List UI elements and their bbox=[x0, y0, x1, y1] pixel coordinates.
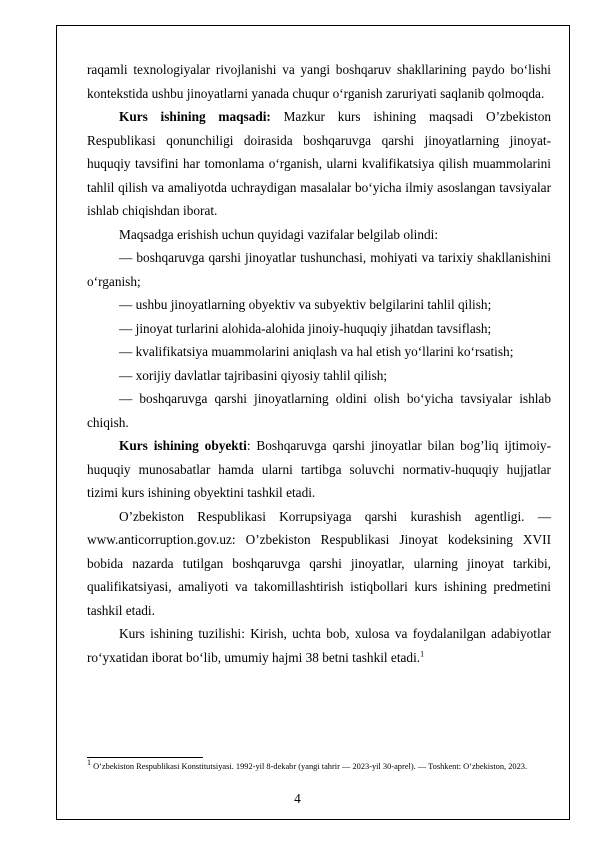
paragraph-subject: O’zbekiston Respublikasi Korrupsiyaga qarshi kurashish agentligi. — www.anticorruption.gov.uz: O’zbekiston Respublikasi Jinoyat kodeksining XVII bobida nazarda tutilgan boshqaruvga qarshi jinoyatlar, ularning jinoyat tarkibi, qualifikatsiyasi, amaliyoti va takomillashtirish istiqbollari kurs ishining predmetini tashkil etadi. bbox=[87, 508, 551, 618]
footnote-text: O’zbekiston Respublikasi Konstitutsiyasi. 1992-yil 8-dekabr (yangi tahrir — 2023-yil 30-aprel). — Toshkent: O’zbekiston, 2023. bbox=[91, 762, 528, 771]
goal-text: Mazkur kurs ishining maqsadi O’zbekiston Respublikasi qonunchiligi doirasida boshqaruvga qarshi jinoyatlarning jinoyat-huquqiy tavsifini har tomonlama o‘rganish, ularni kvalifikatsiya qilish muammolarini tahlil qilish va amaliyotda uchraydigan masalalar bo‘yicha ilmiy asoslangan tavsiyalar ishlab chiqishdan iborat. bbox=[87, 109, 551, 218]
structure-text: Kurs ishining tuzilishi: Kirish, uchta bob, xulosa va foydalanilgan adabiyotlar ro‘yxatidan iborat bo‘lib, umumiy hajmi 38 betni tashkil etadi. bbox=[87, 626, 551, 665]
task-item-4: — kvalifikatsiya muammolarini aniqlash va hal etish yo‘llarini ko‘rsatish; bbox=[119, 344, 514, 359]
task-item-6: — boshqaruvga qarshi jinoyatlarning oldini olish bo‘yicha tavsiyalar ishlab chiqish. bbox=[87, 391, 551, 430]
footnote-reference: 1 bbox=[420, 649, 425, 659]
footnote-marker: 1 bbox=[87, 758, 91, 768]
document-body bbox=[87, 58, 551, 669]
paragraph-structure bbox=[87, 622, 551, 669]
paragraph-intro-continuation: raqamli texnologiyalar rivojlanishi va yangi boshqaruv shakllarining paydo bo‘lishi kontekstida ushbu jinoyatlarni yanada chuqur o‘rganish zaruriyati saqlanib qolmoqda. bbox=[87, 62, 551, 101]
page-number: 4 bbox=[294, 791, 301, 806]
task-item-2: — ushbu jinoyatlarning obyektiv va subyektiv belgilarini tahlil qilish; bbox=[119, 297, 492, 312]
object-heading: Kurs ishining obyekti bbox=[119, 438, 247, 453]
footnote-divider bbox=[87, 757, 203, 758]
task-item-5: — xorijiy davlatlar tajribasini qiyosiy tahlil qilish; bbox=[119, 367, 388, 383]
paragraph-tasks-intro: Maqsadga erishish uchun quyidagi vazifalar belgilab olindi: bbox=[119, 226, 439, 242]
paragraph-object bbox=[87, 434, 551, 505]
goal-heading: Kurs ishining maqsadi: bbox=[119, 109, 271, 124]
footnote bbox=[87, 758, 551, 773]
task-item-3: — jinoyat turlarini alohida-alohida jinoiy-huquqiy jihatdan tavsiflash; bbox=[119, 320, 492, 336]
paragraph-goal bbox=[87, 105, 551, 223]
task-item-1: — boshqaruvga qarshi jinoyatlar tushunchasi, mohiyati va tarixiy shakllanishini o‘rganish; bbox=[87, 250, 551, 289]
object-text: : Boshqaruvga qarshi jinoyatlar bilan bog’liq ijtimoiy-huquqiy munosabatlar hamda ularni tartibga soluvchi normativ-huquqiy hujjatlar tizimi kurs ishining obyektini tashkil etadi. bbox=[87, 438, 552, 500]
